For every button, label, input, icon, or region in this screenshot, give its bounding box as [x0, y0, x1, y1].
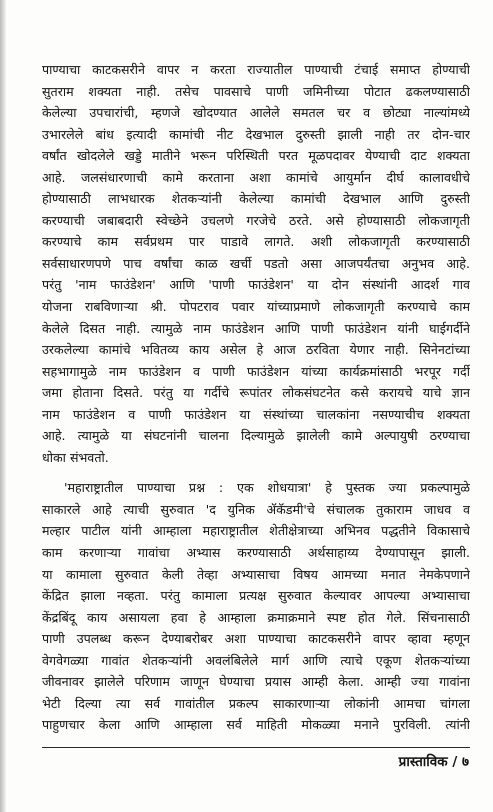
- text-line: साकारले आहे त्याची सुरुवात 'द युनिक ॲकॅडमी'चे संचालक तुकाराम जाधव व: [42, 501, 470, 517]
- text-line: पाहुणचार केला आणि आम्हाला सर्व माहिती मोकळ्या मनाने पुरविली. त्यांनी: [42, 717, 470, 733]
- scan-edge-shadow: [0, 0, 6, 812]
- text-line: उरकलेल्या कामांचे भवितव्य काय असेल हे आज ठरविता येणार नाही. सिनेनटांच्या: [42, 342, 470, 358]
- text-line: 'महाराष्ट्रातील पाण्याचा प्रश्न : एक शोधयात्रा' हे पुस्तक ज्या प्रकल्पामुळे: [64, 480, 470, 496]
- paragraph-spacer: [42, 468, 470, 477]
- text-line: केंद्रित झाला नव्हता. परंतु कामाला प्रत्यक्ष सुरुवात केल्यावर आपल्या अभ्यासाचा: [42, 588, 470, 604]
- text-line: पाणी उपलब्ध करून देण्याबरोबर अशा पाण्याचा काटकसरीने वापर व्हावा म्हणून: [42, 631, 470, 647]
- body-text: [42, 59, 470, 736]
- paragraph-2: [42, 477, 470, 736]
- text-line: करण्याची जबाबदारी स्वेच्छेने उचलणे गरजेचे ठरते. असे होण्यासाठी लोकजागृती: [42, 212, 470, 228]
- text-line: वर्षांत खोदलेले खड्डे मातीने भरून परिस्थिती परत मूळपदावर येण्याची दाट शक्यता: [42, 148, 470, 164]
- text-line: केलेल्या उपचारांची, म्हणजे खोदण्यात आलेले समतल चर व छोट्या नाल्यांमध्ये: [42, 105, 470, 121]
- text-line: आहे. जलसंधारणाची कामे करताना अशा कामांचे आयुर्मान दीर्घ कालावधीचे: [42, 169, 470, 185]
- text-line: सुतराम शक्यता नाही. तसेच पावसाचे पाणी जमिनीच्या पोटात ढकलण्यासाठी: [42, 83, 470, 99]
- text-line: नाम फाउंडेशन व पाणी फाउंडेशन या संस्थांच्या चालकांना नसण्याचीच शक्यता: [42, 406, 470, 422]
- text-line: भेटी दिल्या त्या सर्व गावांतील प्रकल्प साकारणाऱ्या लोकांनी आमचा चांगला: [42, 695, 470, 711]
- footer-divider: [42, 747, 470, 748]
- text-line: जीवनावर झालेले परिणाम जाणून घेण्याचा प्रयास आम्ही केला. आम्ही ज्या गावांना: [42, 674, 470, 690]
- text-line: या कामाला सुरुवात केली तेव्हा अभ्यासाचा विषय आमच्या मनात नेमकेपणाने: [42, 566, 470, 582]
- text-line: धोका संभवतो.: [42, 449, 109, 465]
- text-line: करण्याचे काम सर्वप्रथम पार पाडावे लागते. अशी लोकजागृती करण्यासाठी: [42, 234, 470, 250]
- text-line: पाण्याचा काटकसरीने वापर न करता राज्यातील पाण्याची टंचाई समाप्त होण्याची: [42, 62, 470, 77]
- text-line: केलेले दिसत नाही. त्यामुळे नाम फाउंडेशन आणि पाणी फाउंडेशन यांनी घाईगर्दीने: [42, 320, 470, 336]
- text-line: केंद्रबिंदू काय असायला हवा हे आम्हाला क्रमाक्रमाने स्पष्ट होत गेले. सिंचनासाठी: [42, 609, 470, 625]
- paragraph-1: [42, 59, 470, 468]
- text-line: जमा होताना दिसते. परंतु या गर्दीचे रूपांतर लोकसंघटनेत कसे करायचे याचे ज्ञान: [42, 385, 470, 401]
- text-line: परंतु 'नाम फाउंडेशन' आणि 'पाणी फाउंडेशन' या दोन संस्थांनी आदर्श गाव: [42, 277, 470, 293]
- text-line: सहभागामुळे नाम फाउंडेशन व पाणी फाउंडेशन यांच्या कार्यक्रमांसाठी भरपूर गर्दी: [42, 363, 470, 379]
- text-line: आहे. त्यामुळे या संघटनांनी चालना दिल्यामुळे झालेली कामे अल्पायुषी ठरण्याचा: [42, 428, 470, 444]
- text-line: मल्हार पाटील यांनी आम्हाला महाराष्ट्रातील शेतीक्षेत्राच्या अभिनव पद्धतीने विकासाचे: [42, 523, 470, 539]
- text-line: योजना राबविणाऱ्या श्री. पोपटराव पवार यांच्याप्रमाणे लोकजागृती करण्याचे काम: [42, 299, 470, 315]
- text-line: होण्यासाठी लाभधारक शेतकऱ्यांनी केलेल्या कामांची देखभाल आणि दुरुस्ती: [42, 191, 470, 207]
- text-line: काम करणाऱ्या गावांचा अभ्यास करण्यासाठी अर्थसाहाय्य देण्यापासून झाली.: [42, 545, 470, 561]
- text-line: उभारलेले बांध इत्यादी कामांची नीट देखभाल दुरुस्ती झाली नाही तर दोन-चार: [42, 126, 470, 142]
- page-footer-label: प्रास्ताविक / ७: [398, 754, 469, 770]
- text-line: वेगवेगळ्या गावांत शेतकऱ्यांनी अवलंबिलेले मार्ग आणि त्याचे एकूण शेतकऱ्यांच्या: [42, 652, 470, 668]
- text-line: सर्वसाधारणपणे पाच वर्षांचा काळ खर्ची पडतो असा आजपर्यंतचा अनुभव आहे.: [42, 255, 470, 271]
